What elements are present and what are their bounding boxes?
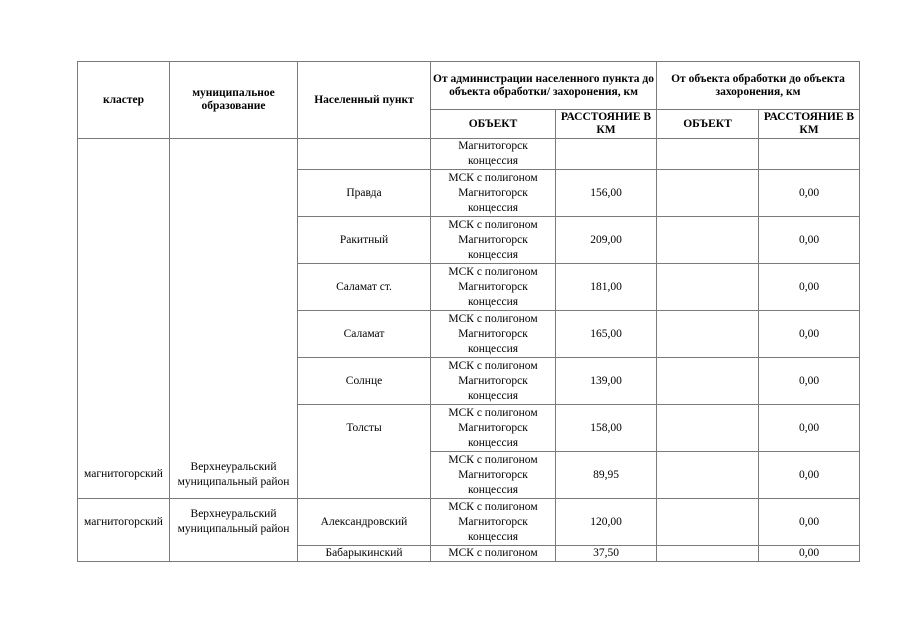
cell-distance: 181,00 (556, 264, 657, 311)
header-distance: РАССТОЯНИЕ В КМ (556, 110, 657, 139)
cell-settlement: Александровский (298, 499, 431, 546)
cell-distance: 165,00 (556, 311, 657, 358)
cell-cluster (78, 264, 170, 311)
table-row (78, 452, 860, 499)
cell-cluster (78, 170, 170, 217)
cell-object-2 (657, 358, 759, 405)
header-municipality: муниципальное образование (170, 62, 298, 139)
cell-cluster: магнитогорский (78, 452, 170, 499)
header-from-facility: От объекта обработки до объекта захоронения, км (657, 62, 860, 110)
cell-object: МСК с полигоном (431, 546, 556, 562)
cell-cluster (78, 358, 170, 405)
cell-settlement: Саламат (298, 311, 431, 358)
cell-distance-2: 0,00 (759, 264, 860, 311)
cell-cluster (78, 546, 170, 562)
cell-distance-2 (759, 139, 860, 170)
cell-settlement (298, 139, 431, 170)
table-row (78, 139, 860, 170)
cell-settlement: Бабарыкинский (298, 546, 431, 562)
cell-object: МСК с полигоном Магнитогорск концессия (431, 217, 556, 264)
cell-municipality (170, 139, 298, 170)
cell-distance-2: 0,00 (759, 311, 860, 358)
cell-object-2 (657, 139, 759, 170)
cell-object-2 (657, 546, 759, 562)
cell-settlement: Ракитный (298, 217, 431, 264)
cell-object: Магнитогорск концессия (431, 139, 556, 170)
cell-distance: 37,50 (556, 546, 657, 562)
cell-distance: 89,95 (556, 452, 657, 499)
cell-municipality (170, 264, 298, 311)
cell-object: МСК с полигоном Магнитогорск концессия (431, 264, 556, 311)
cell-cluster (78, 139, 170, 170)
table-row (78, 358, 860, 405)
cell-cluster (78, 405, 170, 452)
cell-distance: 209,00 (556, 217, 657, 264)
cell-distance: 158,00 (556, 405, 657, 452)
cell-municipality (170, 546, 298, 562)
cell-municipality (170, 358, 298, 405)
cell-distance (556, 139, 657, 170)
header-row-top (78, 62, 860, 110)
table-row (78, 546, 860, 562)
cell-distance: 156,00 (556, 170, 657, 217)
table-row (78, 217, 860, 264)
header-settlement: Населенный пункт (298, 62, 431, 139)
header-distance-2: РАССТОЯНИЕ В КМ (759, 110, 860, 139)
cell-distance: 120,00 (556, 499, 657, 546)
cell-object-2 (657, 170, 759, 217)
cell-cluster (78, 217, 170, 264)
cell-object-2 (657, 405, 759, 452)
header-cluster: кластер (78, 62, 170, 139)
table-row (78, 264, 860, 311)
cell-cluster: магнитогорский (78, 499, 170, 546)
cell-object: МСК с полигоном Магнитогорск концессия (431, 311, 556, 358)
cell-municipality (170, 311, 298, 358)
cell-distance-2: 0,00 (759, 358, 860, 405)
cell-settlement: Саламат ст. (298, 264, 431, 311)
header-object-2: ОБЪЕКТ (657, 110, 759, 139)
cell-object: МСК с полигоном Магнитогорск концессия (431, 170, 556, 217)
cell-object: МСК с полигоном Магнитогорск концессия (431, 405, 556, 452)
table-row (78, 170, 860, 217)
cell-distance: 139,00 (556, 358, 657, 405)
cell-object-2 (657, 217, 759, 264)
cell-object-2 (657, 311, 759, 358)
cell-distance-2: 0,00 (759, 405, 860, 452)
cell-object-2 (657, 452, 759, 499)
table-row (78, 311, 860, 358)
cell-municipality: Верхнеуральский муниципальный район (170, 499, 298, 546)
cell-settlement: Правда (298, 170, 431, 217)
cell-distance-2: 0,00 (759, 499, 860, 546)
table-row (78, 499, 860, 546)
cell-municipality (170, 405, 298, 452)
cell-settlement: Толсты (298, 405, 431, 452)
cell-distance-2: 0,00 (759, 217, 860, 264)
cell-object: МСК с полигоном Магнитогорск концессия (431, 499, 556, 546)
cell-object: МСК с полигоном Магнитогорск концессия (431, 358, 556, 405)
cell-object: МСК с полигоном Магнитогорск концессия (431, 452, 556, 499)
cell-object-2 (657, 264, 759, 311)
table-row (78, 405, 860, 452)
cell-distance-2: 0,00 (759, 170, 860, 217)
cell-cluster (78, 311, 170, 358)
header-object: ОБЪЕКТ (431, 110, 556, 139)
cell-distance-2: 0,00 (759, 452, 860, 499)
cell-settlement: Солнце (298, 358, 431, 405)
header-from-admin: От администрации населенного пункта до объекта обработки/ захоронения, км (431, 62, 657, 110)
cell-municipality (170, 170, 298, 217)
cell-object-2 (657, 499, 759, 546)
cell-distance-2: 0,00 (759, 546, 860, 562)
cell-settlement (298, 452, 431, 499)
cell-municipality: Верхнеуральский муниципальный район (170, 452, 298, 499)
cell-municipality (170, 217, 298, 264)
distance-table (77, 61, 860, 562)
